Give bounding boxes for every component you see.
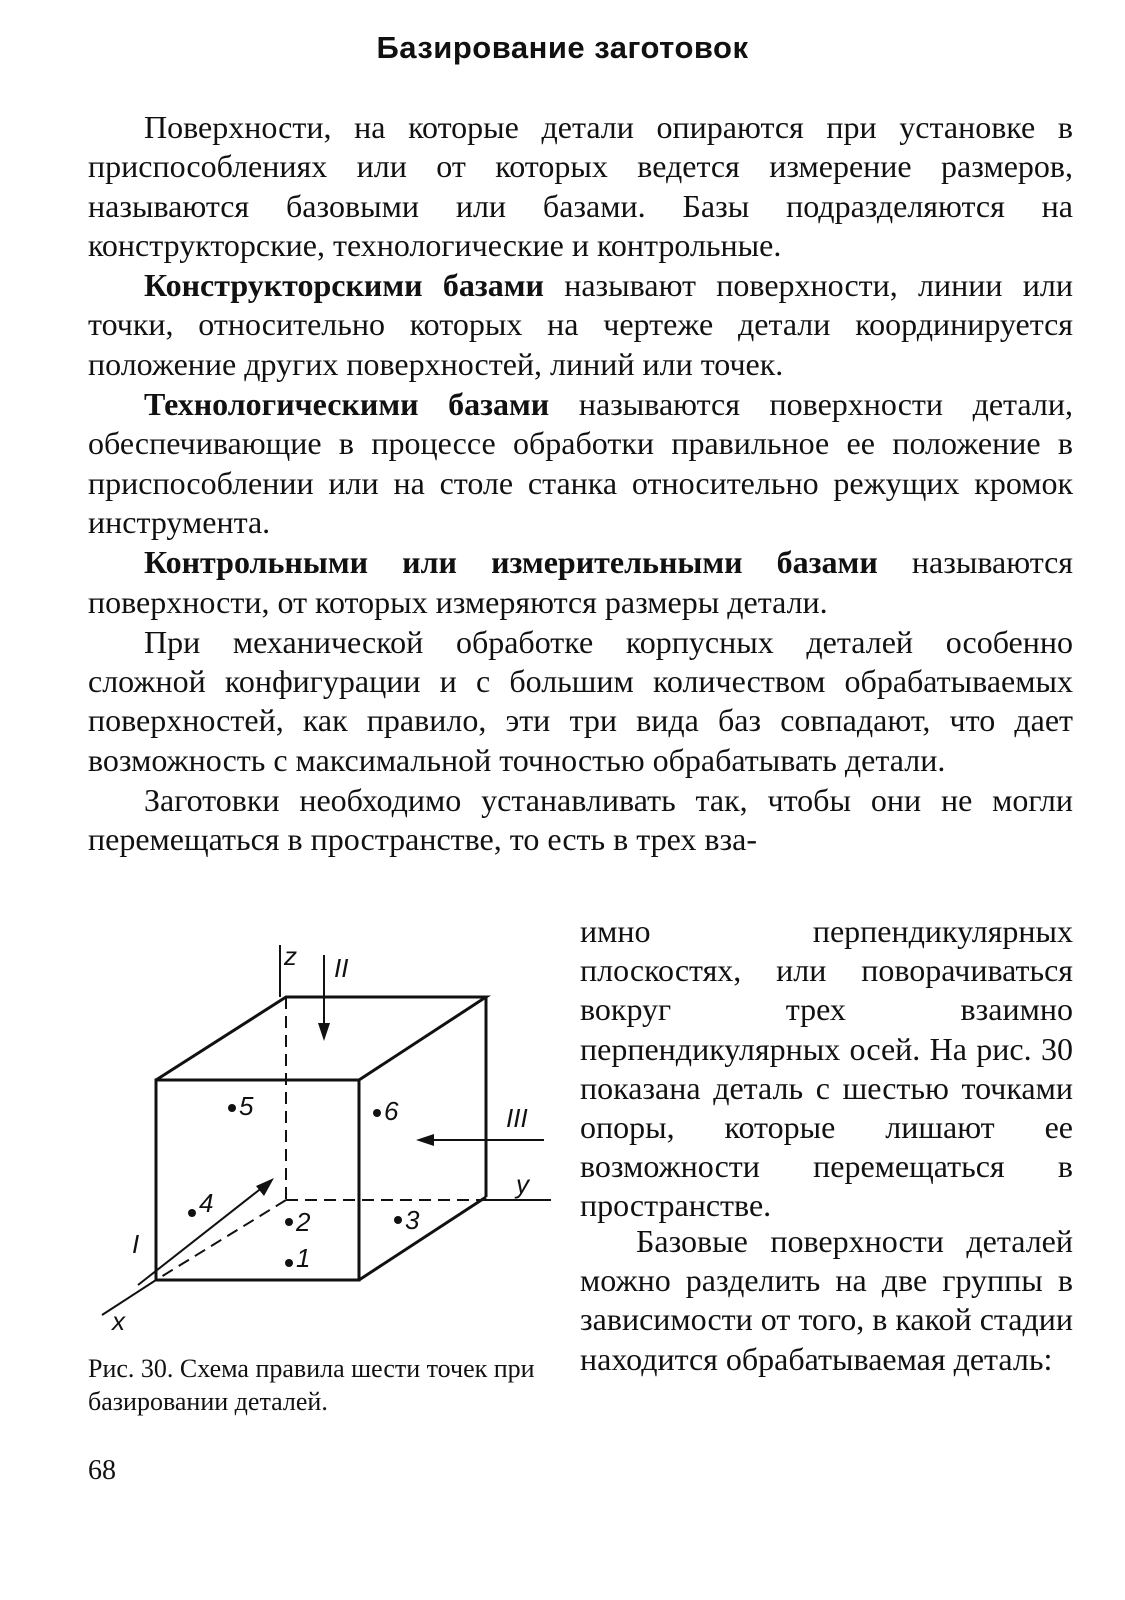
point-5-label: 5 <box>239 1091 254 1121</box>
support-point-3 <box>394 1216 402 1224</box>
hidden-x-edge <box>156 1200 286 1280</box>
arrow-II-head <box>318 1023 330 1041</box>
page-number: 68 <box>88 1455 116 1486</box>
paragraph-intro: Поверхности, на которые детали опираются при установке в приспособлениях или от которых ведется измерение размеров, называются базовыми или базами. Базы подразделяются на конструкторские, технологические и контрольные. <box>88 109 1073 263</box>
paragraph-machining: При механической обработке корпусных деталей особенно сложной конфигурации и с большим количеством обрабатываемых поверхностей, как правило, эти три вида баз совпадают, что дает возможность с максимальной точностью обрабатывать детали. <box>88 623 1073 778</box>
right-column-text-2 <box>580 1222 1073 1379</box>
paragraph-blanks-start: Заготовки необходимо устанавливать так, чтобы они не могли перемещаться в пространстве, то есть в трех вза- <box>88 782 1073 858</box>
arrow-II-label: II <box>334 953 349 983</box>
cube-front-face <box>156 1080 359 1280</box>
cube-top-face <box>156 997 486 1080</box>
paragraph-blanks-continued: имно перпендикулярных плоскостях, или поворачиваться вокруг трех взаимно перпендикулярных осей. На рис. 30 показана деталь с шестью точками опоры, которые лишают ее возможности перемещаться в пространстве. <box>580 913 1073 1224</box>
support-point-5 <box>228 1104 236 1112</box>
paragraph-tech-bases <box>88 385 1073 542</box>
support-point-1 <box>285 1259 293 1267</box>
arrow-I-label: I <box>132 1229 140 1259</box>
paragraph-control-bases-text: называются поверхности, от которых измеряются размеры детали. <box>88 544 1074 620</box>
support-point-6 <box>373 1109 381 1117</box>
point-3-label: 3 <box>405 1205 420 1235</box>
cube-bottom-right-edge <box>359 1197 486 1280</box>
point-1-label: 1 <box>296 1243 311 1273</box>
axis-z-label: z <box>284 941 297 971</box>
term-design-bases: Конструкторскими базами <box>144 267 544 304</box>
support-point-2 <box>285 1218 293 1226</box>
support-point-4 <box>188 1209 196 1217</box>
point-6-label: 6 <box>384 1096 399 1126</box>
x-axis <box>102 1280 156 1315</box>
arrow-III-head <box>416 1134 434 1146</box>
paragraph-control-bases <box>88 543 1073 622</box>
arrow-III-label: III <box>506 1103 528 1133</box>
figure-caption: Рис. 30. Схема правила шести точек при базировании деталей. <box>88 1354 535 1416</box>
term-control-bases: Контрольными или измерительными базами <box>144 544 878 581</box>
paragraph-design-bases-text: называют поверхности, линии или точки, относительно которых на чертеже детали координируется положение других поверхностей, линий или точек. <box>88 267 1073 382</box>
point-2-label: 2 <box>296 1207 311 1237</box>
point-4-label: 4 <box>199 1188 214 1218</box>
arrow-I-head <box>256 1178 274 1196</box>
paragraph-base-surfaces: Базовые поверхности деталей можно разделить на две группы в зависимости от того, в какой стадии находится обрабатываемая деталь: <box>580 1223 1073 1377</box>
paragraph-design-bases <box>88 266 1073 384</box>
main-text-block <box>88 108 1073 860</box>
axis-y-label: y <box>516 1169 529 1199</box>
axis-x-label: x <box>112 1306 125 1335</box>
term-tech-bases: Технологическими базами <box>144 386 550 423</box>
page-heading: Базирование заготовок <box>376 30 749 65</box>
right-column-text <box>580 912 1073 1226</box>
six-point-locating-diagram <box>96 935 556 1335</box>
paragraph-tech-bases-text: называются поверхности детали, обеспечивающие в процессе обработки правильное ее положение в приспособлении или на столе станка относительно режущих кромок инструмента. <box>88 386 1074 540</box>
